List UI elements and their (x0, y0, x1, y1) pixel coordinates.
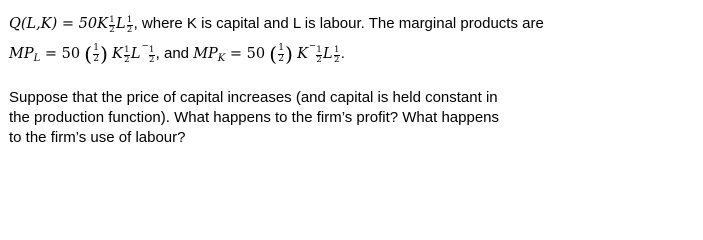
mpl-labour: L (130, 46, 141, 62)
mpl-symbol: MP (9, 46, 34, 62)
line2-end: . (340, 45, 345, 62)
mpk-equals: = 50 (225, 46, 266, 62)
mpk-labour: L (323, 46, 333, 62)
capital-exponent: $\frac{1}{2}$ (109, 15, 115, 35)
mpk-symbol: MP (193, 46, 218, 62)
mpl-capital: K (112, 46, 123, 62)
mpl-labour-exponent: − $\frac{1}{2}$ (141, 41, 155, 65)
mpk-labour-exponent: $\frac{1}{2}$ (333, 45, 340, 65)
question-line-1: Suppose that the price of capital increases (and capital is held constant in (9, 89, 498, 106)
mpl-capital-exponent: $\frac{1}{2}$ (124, 45, 130, 65)
mpk-capital: K (297, 46, 308, 62)
connector-text: , and (155, 45, 194, 62)
question-line-2: the production function). What happens to the firm’s profit? What happens (9, 109, 500, 126)
line1-text: , where K is capital and L is labour. The marginal products are (133, 15, 544, 32)
capital-symbol: K (97, 16, 108, 32)
production-function-line (9, 8, 544, 34)
mpl-coefficient: ( $\frac{1}{2}$ ) (84, 42, 108, 67)
mpl-equals: = 50 (40, 46, 81, 62)
labour-exponent: $\frac{1}{2}$ (126, 15, 133, 35)
marginal-products-line (9, 36, 345, 69)
mpk-coefficient: ( $\frac{1}{2}$ ) (269, 42, 293, 67)
labour-symbol: L (115, 16, 126, 32)
production-function: Q(L,K) = 50 (9, 16, 98, 32)
mpl-subscript: L (33, 53, 41, 64)
question-line-3: to the firm’s use of labour? (9, 129, 186, 146)
mpk-subscript: K (217, 53, 226, 64)
mpk-capital-exponent: − $\frac{1}{2}$ (308, 41, 322, 65)
